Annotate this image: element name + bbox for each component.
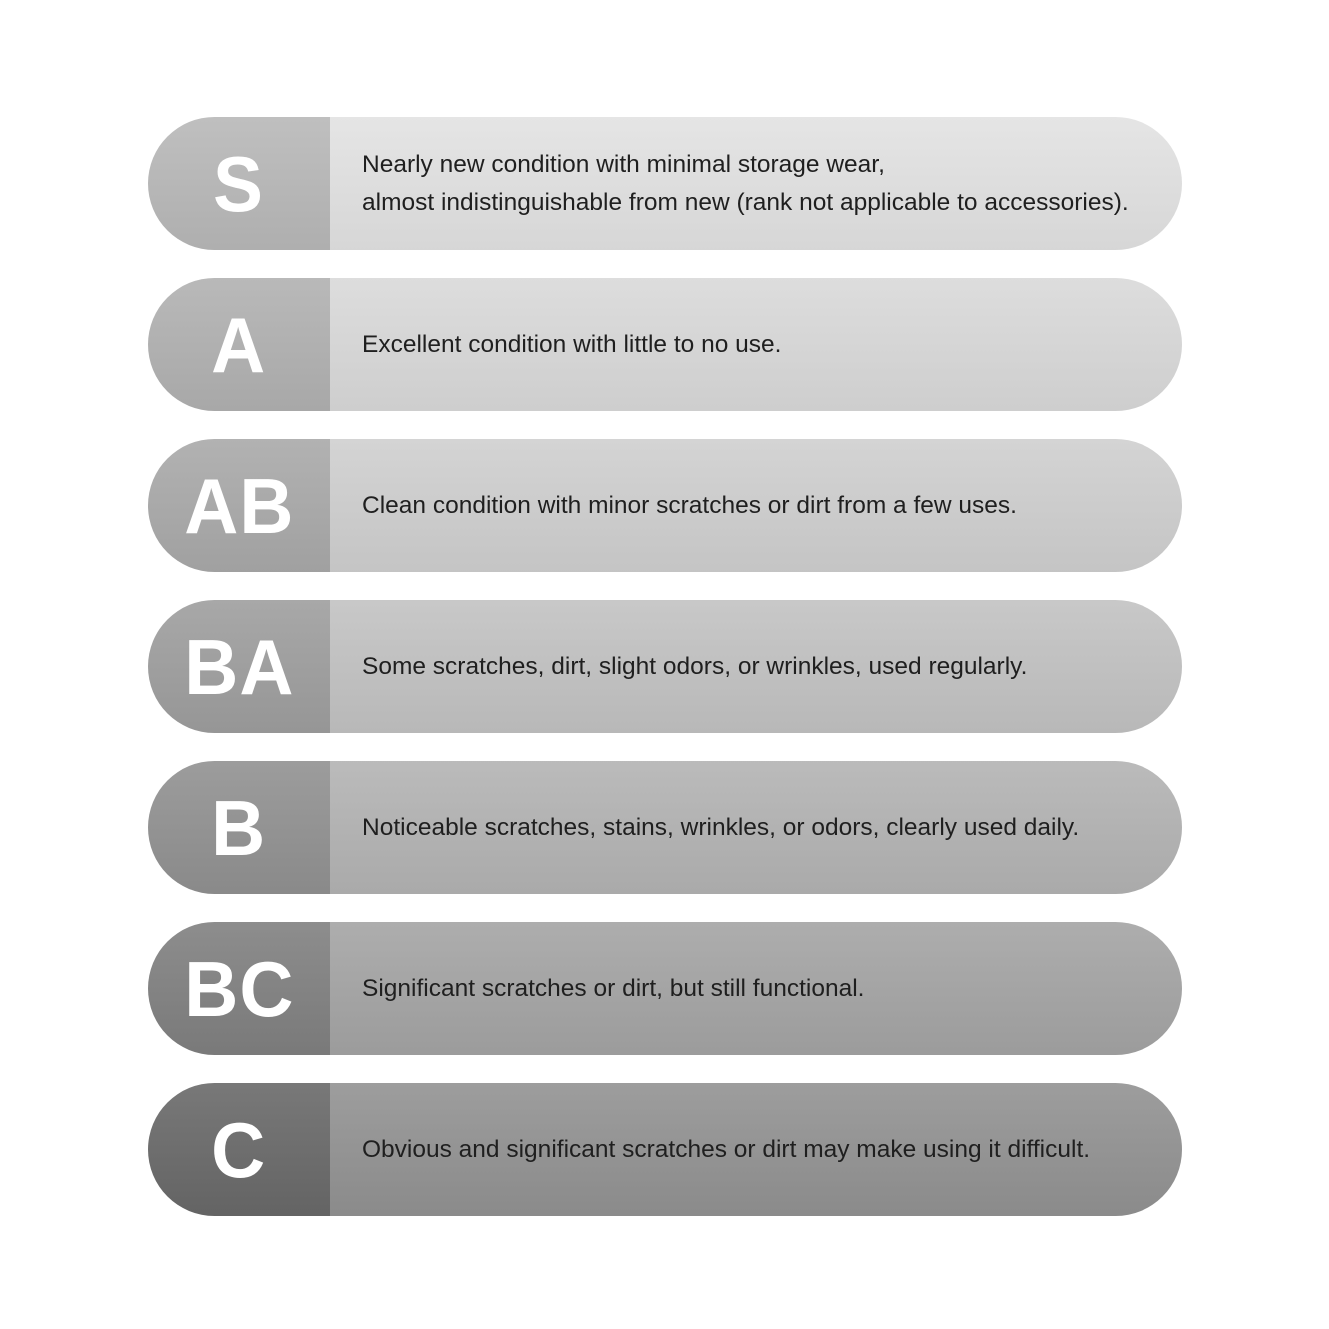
description-line: Some scratches, dirt, slight odors, or wrinkles, used regularly. [362,652,1028,680]
rank-description-b [330,761,1182,894]
rank-row-b [148,761,1182,894]
rank-description-ba [330,600,1182,733]
rank-description-ab [330,439,1182,572]
rank-letter-ab: AB [183,461,295,550]
condition-rank-legend [148,117,1182,1216]
description-line: Excellent condition with little to no use. [362,330,782,358]
rank-description-bc [330,922,1182,1055]
rank-badge-a [148,278,330,411]
rank-badge-ba [148,600,330,733]
rank-letter-a: A [211,300,267,389]
rank-row-ab [148,439,1182,572]
rank-description-c [330,1083,1182,1216]
description-line: Obvious and significant scratches or dirt may make using it difficult. [362,1135,1091,1163]
description-line: Nearly new condition with minimal storage wear, [362,150,885,178]
description-line: Clean condition with minor scratches or dirt from a few uses. [362,491,1017,519]
rank-letter-ba: BA [183,622,295,711]
rank-row-ba [148,600,1182,733]
rank-row-s [148,117,1182,250]
rank-badge-b [148,761,330,894]
description-line: Noticeable scratches, stains, wrinkles, or odors, clearly used daily. [362,813,1080,841]
rank-badge-ab [148,439,330,572]
rank-description-s [330,117,1182,250]
description-line: Significant scratches or dirt, but still functional. [362,974,865,1002]
rank-letter-bc: BC [183,944,295,1033]
rank-row-bc [148,922,1182,1055]
rank-badge-bc [148,922,330,1055]
rank-letter-c: C [211,1105,267,1194]
rank-letter-s: S [213,139,265,228]
rank-row-a [148,278,1182,411]
rank-badge-c [148,1083,330,1216]
rank-badge-s [148,117,330,250]
description-line: almost indistinguishable from new (rank not applicable to accessories). [362,188,1129,216]
rank-row-c [148,1083,1182,1216]
rank-description-a [330,278,1182,411]
rank-letter-b: B [211,783,267,872]
